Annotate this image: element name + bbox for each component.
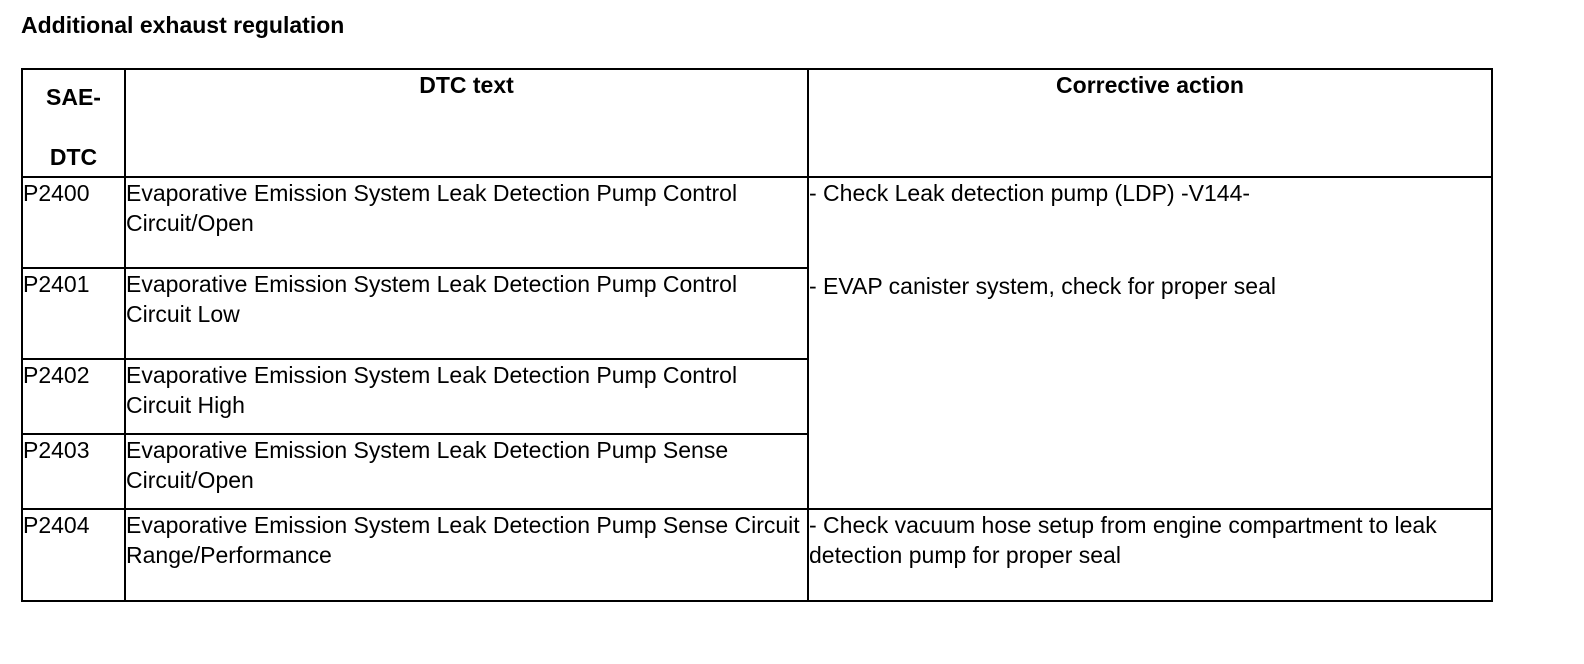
dtc-text-cell: Evaporative Emission System Leak Detection Pump Sense Circuit/Open [125, 434, 808, 509]
header-sae-dtc [22, 69, 125, 177]
dtc-code-cell: P2403 [22, 434, 125, 509]
corrective-action-cell: - Check vacuum hose setup from engine compartment to leak detection pump for proper seal [808, 509, 1492, 601]
header-sae-dtc-line2: DTC [49, 144, 98, 170]
dtc-text-cell: Evaporative Emission System Leak Detection Pump Control Circuit/Open [125, 177, 808, 268]
dtc-text-cell: Evaporative Emission System Leak Detection Pump Control Circuit High [125, 359, 808, 434]
table-row [22, 509, 1492, 601]
dtc-code-cell: P2404 [22, 509, 125, 601]
dtc-code-cell: P2401 [22, 268, 125, 359]
dtc-code-cell: P2402 [22, 359, 125, 434]
corrective-action-item: - EVAP canister system, check for proper seal [809, 273, 1276, 299]
dtc-text-cell: Evaporative Emission System Leak Detection Pump Sense Circuit Range/Performance [125, 509, 808, 601]
header-sae-dtc-line1: SAE- [46, 84, 101, 110]
table-header-row [22, 69, 1492, 177]
corrective-action-item: - Check Leak detection pump (LDP) -V144- [809, 180, 1251, 206]
table-row [22, 177, 1492, 268]
dtc-code-cell: P2400 [22, 177, 125, 268]
document-title: Additional exhaust regulation [21, 12, 345, 38]
dtc-table [21, 68, 1493, 602]
header-corrective-action: Corrective action [808, 69, 1492, 177]
header-dtc-text: DTC text [125, 69, 808, 177]
corrective-action-cell [808, 177, 1492, 509]
dtc-text-cell: Evaporative Emission System Leak Detection Pump Control Circuit Low [125, 268, 808, 359]
